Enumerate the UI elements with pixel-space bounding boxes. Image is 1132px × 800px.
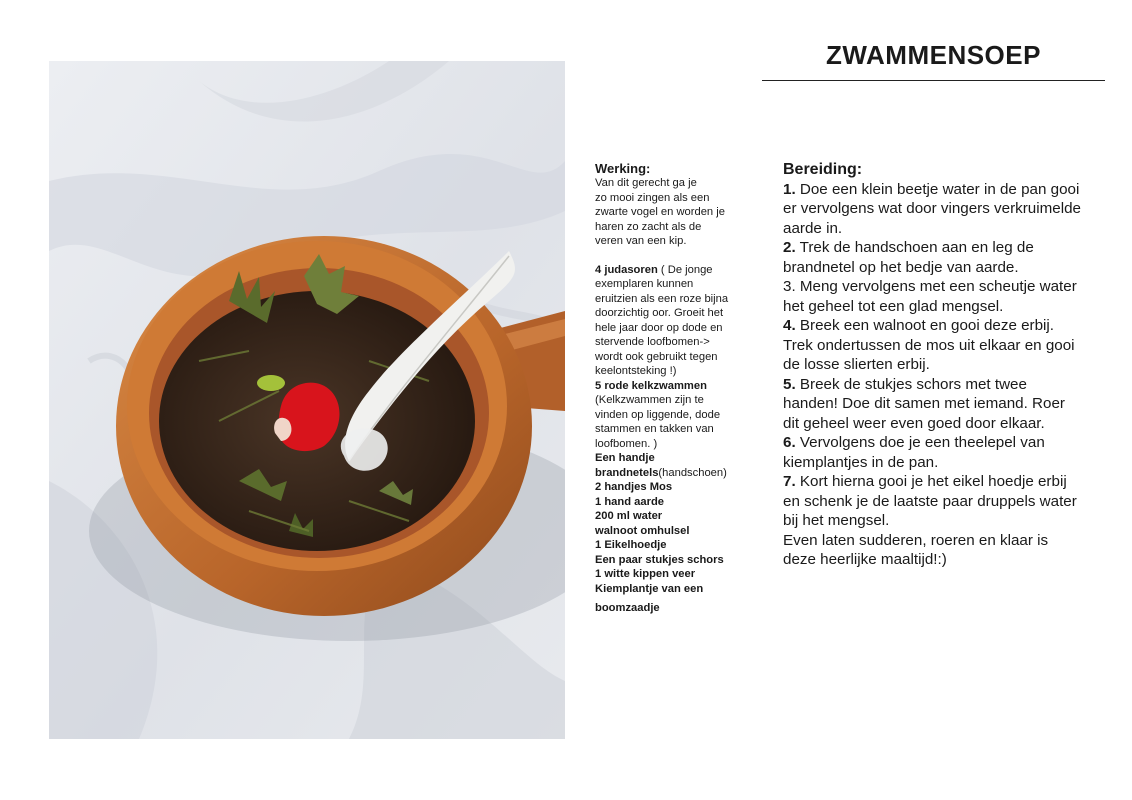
ingredient-brandnetels: brandnetels(handschoen) [595, 466, 727, 479]
bereiding-column [783, 160, 1083, 570]
ingredient-item: 1 hand aarde [595, 495, 665, 508]
closing-line: Even laten sudderen, roeren en klaar is deze heerlijke maaltijd!:) [783, 531, 1049, 568]
ingredient-note: stammen en takken van [595, 423, 714, 435]
title-divider [762, 80, 1105, 81]
step-7: 7. Kort hierna gooi je het eikel hoedje erbij en schenk je de laatste paar druppels water bij het mengsel. [783, 473, 1077, 529]
ingredient-note: hele jaar door op dode en [595, 321, 723, 334]
step-6: 6. Vervolgens doe je een theelepel van kiemplantjes in de pan. [783, 434, 1045, 471]
ingredient-item: Een paar stukjes schors [595, 553, 724, 566]
ingredient-note: doorzichtig oor. Groeit het [595, 307, 724, 319]
ingredient-item: 1 witte kippen veer [595, 568, 696, 580]
ingredient-note: stervende loofbomen-> [595, 336, 710, 348]
step-5: 5. Breek de stukjes schors met twee handen! Doe dit samen met iemand. Roer dit geheel weer even goed door elkaar. [783, 375, 1065, 432]
ingredient-judasoren: 4 judasoren ( De jonge [595, 263, 713, 276]
ingredient-note: keelontsteking !) [595, 365, 677, 377]
step-1: 1. Doe een klein beetje water in de pan gooi er vervolgens wat door vingers verkruimelde aarde in. [783, 180, 1081, 237]
soup-photo [49, 61, 565, 739]
werking-heading: Werking: [595, 161, 651, 176]
bereiding-heading: Bereiding: [783, 161, 863, 178]
ingredient-item: 2 handjes Mos [595, 481, 673, 493]
ingredient-item: boomzaadje [595, 602, 660, 614]
ingredient-item: 1 Eikelhoedje [595, 539, 667, 551]
step-4: 4. Breek een walnoot en gooi deze erbij. Trek ondertussen de mos uit elkaar en gooi de losse slierten erbij. [783, 317, 1075, 373]
ingredient-item: 200 ml water [595, 510, 663, 522]
werking-line: Van dit gerecht ga je [595, 177, 697, 189]
werking-line: veren van een kip. [595, 235, 687, 247]
recipe-title: ZWAMMENSOEP [826, 40, 1041, 70]
werking-line: haren zo zacht als de [595, 220, 702, 233]
ingredient-note: exemplaren kunnen [595, 278, 694, 290]
ingredient-note: vinden op liggende, dode [595, 408, 721, 421]
ingredient-handje: Een handje [595, 452, 655, 464]
ingredient-note: loofbomen. ) [595, 437, 658, 450]
werking-line: zo mooi zingen als een [595, 191, 710, 204]
step-3: 3. Meng vervolgens met een scheutje water het geheel tot een glad mengsel. [783, 278, 1077, 315]
ingredient-item: Kiemplantje van een [595, 582, 704, 595]
werking-line: zwarte vogel en worden je [595, 206, 725, 218]
step-2: 2. Trek de handschoen aan en leg de brandnetel op het bedje van aarde. [783, 239, 1034, 276]
werking-column [595, 161, 745, 616]
ingredient-note: wordt ook gebruikt tegen [595, 350, 718, 363]
ingredient-note: (Kelkzwammen zijn te [595, 394, 704, 406]
ingredient-item: walnoot omhulsel [595, 524, 690, 537]
ingredient-kelkzwammen: 5 rode kelkzwammen [595, 379, 707, 392]
ingredient-note: eruitzien als een roze bijna [595, 292, 729, 305]
